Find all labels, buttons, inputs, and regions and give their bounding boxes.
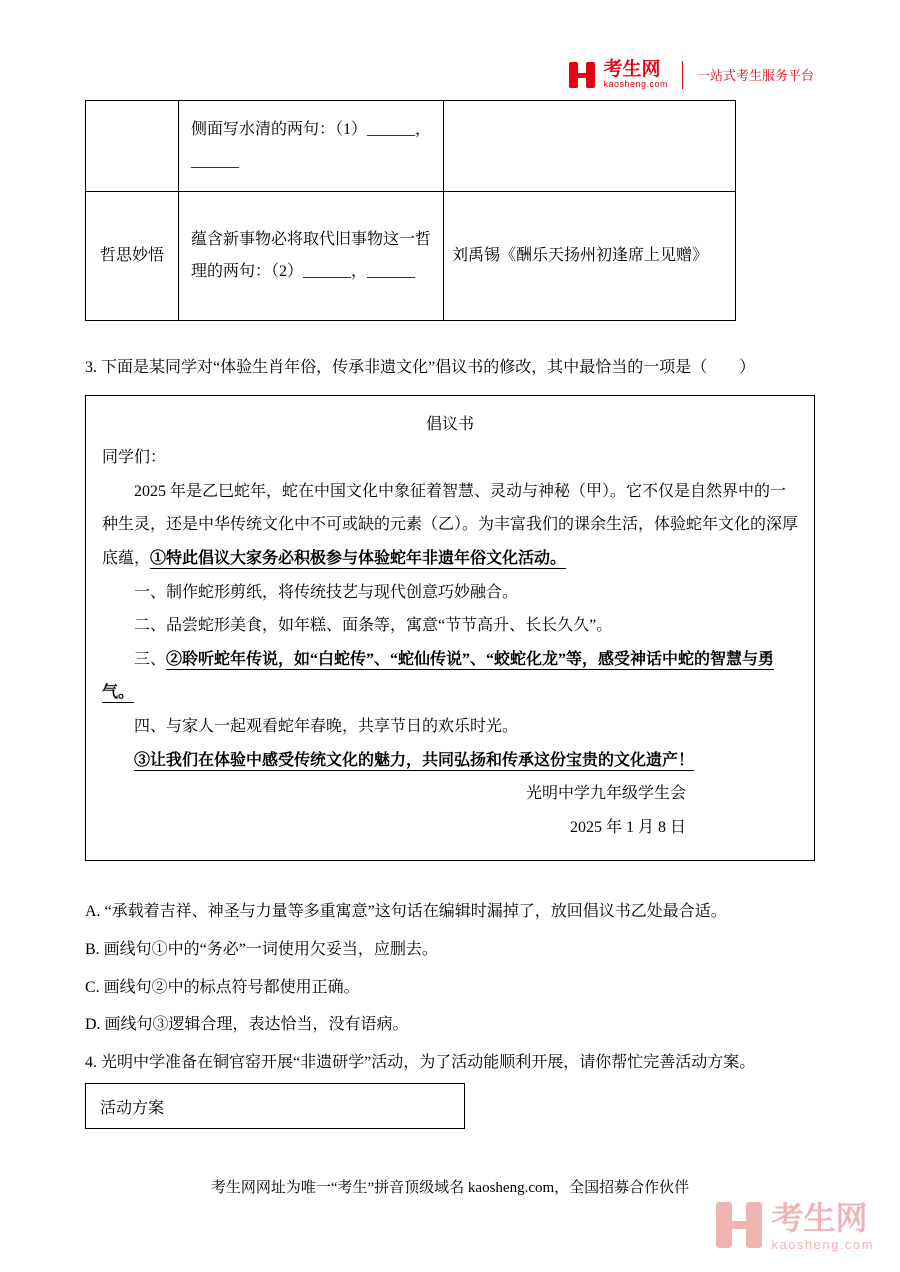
- proposal-item-4: 四、与家人一起观看蛇年春晚，共享节日的欢乐时光。: [134, 717, 519, 735]
- question-4-stem: 4. 光明中学准备在铜官窑开展“非遗研学”活动，为了活动能顺利开展，请你帮忙完善活动方案。: [85, 1053, 756, 1071]
- kaosheng-header: [569, 60, 814, 89]
- proposal-date: 2025 年 1 月 8 日: [569, 818, 686, 836]
- kaosheng-logo-icon: [569, 62, 595, 88]
- table-row: [86, 101, 736, 192]
- cell-source: 刘禹锡《酬乐天扬州初逢席上见赠》: [444, 192, 736, 321]
- proposal-intro-text: 2025 年是乙巳蛇年，蛇在中国文化中象征着智慧、灵动与神秘（甲）。它不仅是自然界中的一种生灵，还是中华传统文化中不可或缺的元素（乙）。为丰富我们的课余生活，体验蛇年文化的深厚底蕴，: [102, 482, 799, 567]
- cell-prompt: 蕴含新事物必将取代旧事物这一哲理的两句：（2）______，______: [179, 192, 444, 321]
- proposal-item-1: 一、制作蛇形剪纸，将传统技艺与现代创意巧妙融合。: [134, 583, 519, 601]
- proposal-salutation: 同学们：: [102, 449, 167, 467]
- proposal-title: 倡议书: [425, 415, 474, 433]
- option-b: B. 画线句①中的“务必”一词使用欠妥当，应删去。: [85, 940, 438, 958]
- proposal-letter-box: [85, 395, 815, 862]
- option-c: C. 画线句②中的标点符号都使用正确。: [85, 978, 360, 996]
- underlined-sentence-2: ②聆听蛇年传说，如“白蛇传”、“蛇仙传说”、“蛟蛇化龙”等，感受神话中蛇的智慧与勇气。: [102, 650, 775, 702]
- proposal-intro: [102, 475, 798, 576]
- proposal-item-3-prefix: 三、: [134, 650, 167, 668]
- poetry-table: [85, 100, 736, 321]
- question-3-options: [85, 901, 815, 1035]
- cell-prompt: 侧面写水清的两句：（1）______，______: [179, 101, 444, 192]
- brand-slogan: 一站式考生服务平台: [696, 68, 814, 84]
- underlined-sentence-3: ③让我们在体验中感受传统文化的魅力，共同弘扬和传承这份宝贵的文化遗产！: [134, 751, 695, 769]
- underlined-sentence-1: ①特此倡议大家务必积极参与体验蛇年非遗年俗文化活动。: [150, 549, 567, 567]
- cell-category-empty: [86, 101, 179, 192]
- cell-category: 哲思妙悟: [86, 192, 179, 321]
- question-3-stem: 3. 下面是某同学对“体验生肖年俗，传承非遗文化”倡议书的修改，其中最恰当的一项是（ ）: [85, 359, 756, 376]
- brand-domain-text: kaosheng.com: [603, 78, 668, 89]
- brand-name: 考生网: [603, 59, 661, 80]
- footer-note: 考生网网址为唯一“考生”拼音顶级域名 kaosheng.com，全国招募合作伙伴: [210, 1180, 690, 1196]
- watermark-domain: kaosheng.com: [771, 1236, 874, 1252]
- watermark-brand: 考生网: [771, 1200, 868, 1236]
- proposal-item-2: 二、品尝蛇形美食，如年糕、面条等，寓意“节节高升、长长久久”。: [134, 617, 613, 635]
- proposal-item-3: [102, 643, 798, 710]
- activity-plan-box: [85, 1083, 465, 1129]
- activity-plan-label: 活动方案: [100, 1099, 165, 1117]
- option-a: A. “承载着吉祥、神圣与力量等多重寓意”这句话在编辑时漏掉了，放回倡议书乙处最合适。: [85, 903, 727, 921]
- watermark-text: [771, 1202, 874, 1251]
- brand-text: [603, 60, 668, 89]
- kaosheng-watermark-icon: [716, 1202, 762, 1248]
- brand-divider: [682, 61, 683, 89]
- cell-source-empty: [444, 101, 736, 192]
- option-d: D. 画线句③逻辑合理，表达恰当，没有语病。: [85, 1016, 409, 1034]
- proposal-closing: [102, 744, 798, 778]
- proposal-signature: 光明中学九年级学生会: [525, 785, 686, 803]
- kaosheng-watermark: [716, 1202, 874, 1251]
- table-row: [86, 192, 736, 321]
